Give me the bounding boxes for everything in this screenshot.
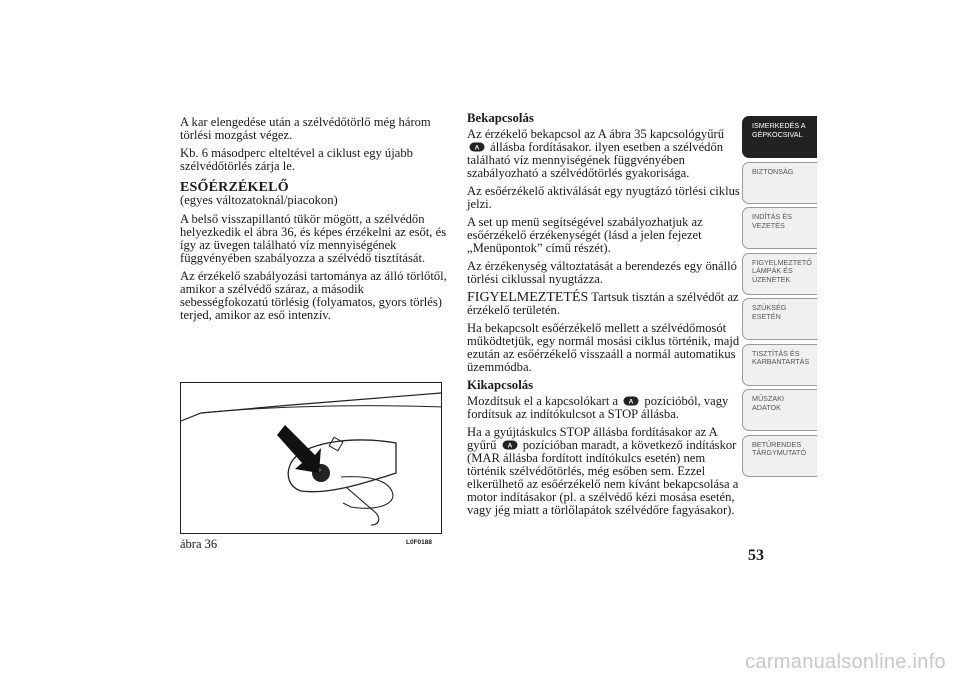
paragraph-part: Ha a gyújtáskulcs STOP állásba fordításakor az A gyűrű bbox=[467, 425, 718, 452]
paragraph-part: pozícióban maradt, a következő indításkor (MAR állásba fordított indítókulcs esetén) nem történik szélvédőtörlés, még esőben sem. Ezzel elkerülhető az esőérzékelő nem kívánt bekapcsolása a motor indításakor (pl. a szélvédő kézi mosása esetén, vagy jég miatt a törlőlapátok szélvédőre fagyásakor). bbox=[467, 438, 739, 517]
paragraph: Az érzékenység változtatását a berendezés egy önálló törlési ciklussal nyugtázza. bbox=[467, 259, 737, 286]
section-heading: ESŐÉRZÉKELŐ bbox=[180, 180, 289, 195]
paragraph: Az érzékelő szabályozási tartománya az álló törlőtől, amikor a szélvédő száraz, a második sebességfokozatú törlésig (folyamatos, gyors törlés) terjed, amikor az eső intenzív. bbox=[180, 269, 447, 322]
paragraph bbox=[467, 128, 743, 180]
section-subheading: (egyes változatoknál/piacokon) bbox=[180, 193, 338, 207]
chapter-tabs bbox=[742, 116, 817, 480]
warning-text: Tartsuk tisztán a szélvédőt az érzékelő területén. bbox=[467, 290, 739, 317]
paragraph: Ha bekapcsolt esőérzékelő mellett a szélvédőmosót működtetjük, egy normál mosási ciklus történik, majd ezután az esőérzékelő visszaáll a normál automatikus üzemmódba. bbox=[467, 321, 740, 374]
rain-sensor-auto-icon bbox=[469, 142, 485, 152]
tab-chapter[interactable] bbox=[742, 162, 817, 204]
svg-text:A: A bbox=[507, 442, 512, 450]
tab-chapter[interactable] bbox=[742, 389, 817, 431]
page-number: 53 bbox=[748, 547, 764, 564]
paragraph-part: állásba fordításakor. ilyen esetben a szélvédőn található víz mennyiségének függvényében szabályozható a szélvédőtörlés gyakorisága. bbox=[467, 140, 724, 180]
rain-sensor-auto-icon bbox=[502, 440, 518, 450]
rain-sensor-illustration bbox=[181, 383, 442, 534]
tab-label: FIGYELMEZTETŐ LÁMPÁK ÉS ÜZENETEK bbox=[752, 257, 812, 284]
svg-text:A: A bbox=[628, 398, 634, 406]
tab-label: TISZTÍTÁS ÉS KARBANTARTÁS bbox=[752, 348, 810, 366]
tab-chapter[interactable] bbox=[742, 116, 817, 158]
tab-label: BIZTONSÁG bbox=[752, 166, 794, 176]
subsection-heading: Bekapcsolás bbox=[467, 111, 534, 125]
tab-chapter[interactable] bbox=[742, 207, 817, 249]
paragraph: Kb. 6 másodperc elteltével a ciklust egy újabb szélvédőtörlés zárja le. bbox=[180, 146, 413, 173]
warning-label: FIGYELMEZTETÉS bbox=[467, 290, 589, 305]
warning-paragraph bbox=[467, 291, 743, 317]
watermark: carmanualsonline.info bbox=[745, 651, 946, 673]
tab-chapter[interactable] bbox=[742, 344, 817, 386]
paragraph: A belső visszapillantó tükör mögött, a szélvédőn helyezkedik el ábra 36, és képes érzékelni az esőt, és így az üvegen található víz mennyiségének függvényében szabályozza a szélvédő tisztítását. bbox=[180, 212, 447, 265]
figure-code: L0F0188 bbox=[406, 539, 433, 546]
figure-caption: ábra 36 bbox=[180, 537, 218, 551]
rain-sensor-auto-icon bbox=[623, 396, 639, 406]
tab-label: ISMERKEDÉS A GÉPKOCSIVAL bbox=[752, 121, 806, 139]
tab-chapter[interactable] bbox=[742, 435, 817, 477]
right-column bbox=[467, 112, 743, 522]
left-column bbox=[180, 116, 450, 327]
tab-label: INDÍTÁS ÉS VEZETÉS bbox=[752, 212, 792, 230]
paragraph bbox=[467, 426, 743, 517]
paragraph-part: Az érzékelő bekapcsol az A ábra 35 kapcsológyűrű bbox=[467, 127, 725, 141]
tab-label: SZÜKSÉG ESETÉN bbox=[752, 303, 787, 321]
paragraph-part: pozícióból, vagy fordítsuk az indítókulcsot a STOP állásba. bbox=[467, 394, 729, 421]
paragraph: A kar elengedése után a szélvédőtörlő még három törlési mozgást végez. bbox=[180, 115, 431, 142]
paragraph: A set up menü segítségével szabályozhatjuk az esőérzékelő érzékenységét (lásd a jelen fejezet „Menüpontok” című részét). bbox=[467, 215, 703, 255]
paragraph: Az esőérzékelő aktiválását egy nyugtázó törlési ciklus jelzi. bbox=[467, 184, 740, 211]
tab-label: BETŰRENDES TÁRGYMUTATÓ bbox=[752, 439, 807, 457]
figure-illustration bbox=[180, 382, 442, 534]
tab-chapter[interactable] bbox=[742, 298, 817, 340]
paragraph-part: Mozdítsuk el a kapcsolókart a bbox=[467, 394, 619, 408]
tab-label: MŰSZAKI ADATOK bbox=[752, 394, 784, 412]
subsection-heading: Kikapcsolás bbox=[467, 378, 534, 392]
svg-text:A: A bbox=[474, 144, 480, 152]
paragraph bbox=[467, 395, 743, 421]
tab-chapter[interactable] bbox=[742, 253, 817, 295]
